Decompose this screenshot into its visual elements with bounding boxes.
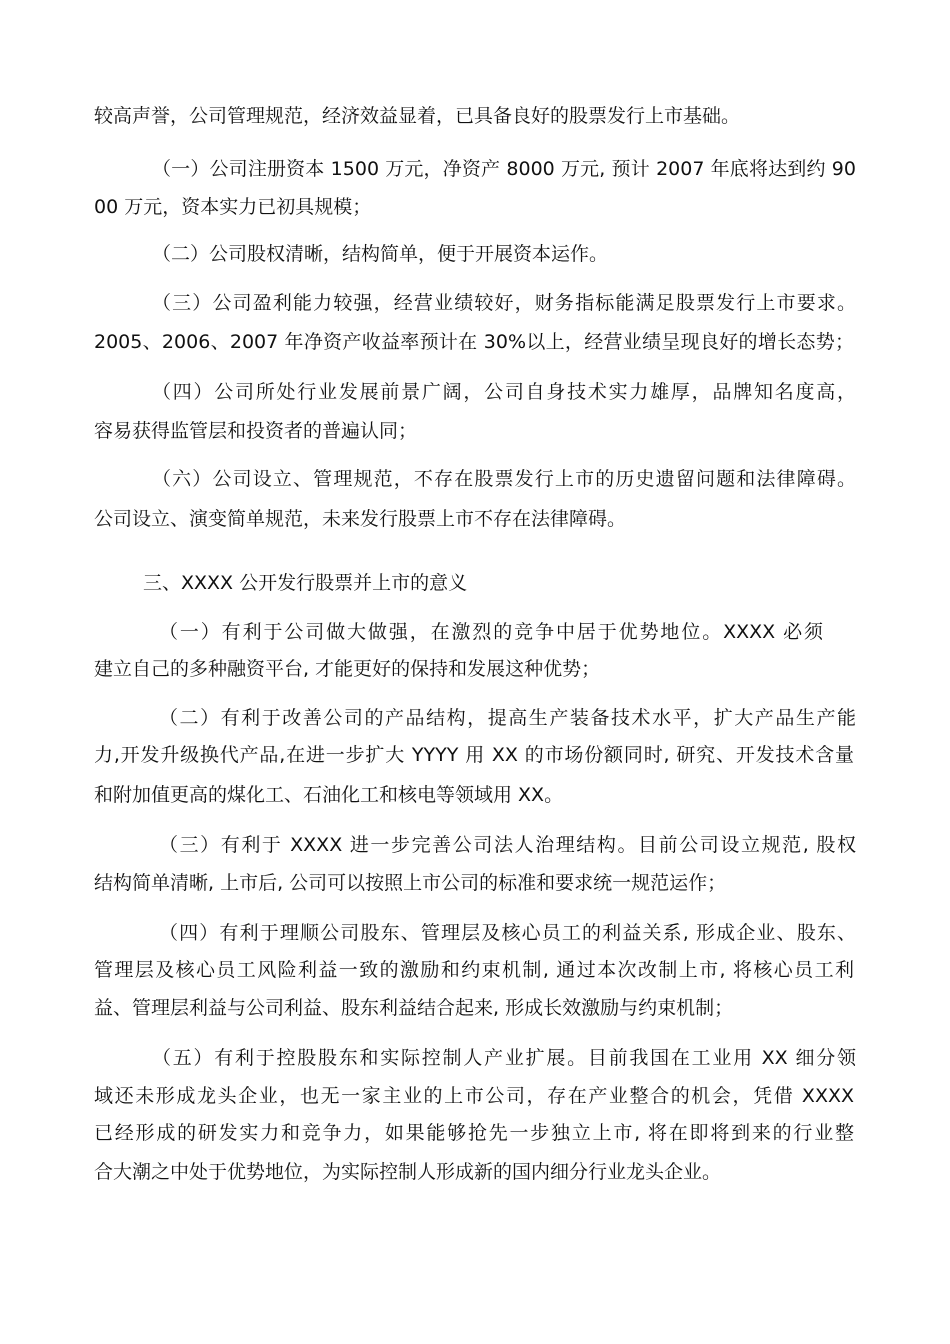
advantage-4-line-2: 容易获得监管层和投资者的普遍认同； — [94, 420, 418, 442]
significance-4-line-3: 益、管理层利益与公司利益、股东利益结合起来, 形成长效激励与约束机制； — [94, 997, 734, 1019]
significance-4-line-1: （四）有利于理顺公司股东、管理层及核心员工的利益关系, 形成企业、股东、 — [159, 922, 856, 944]
significance-5-line-3: 已经形成的研发实力和竞争力，如果能够抢先一步独立上市, 将在即将到来的行业整 — [94, 1122, 854, 1144]
advantage-1-line-2: 00 万元，资本实力已初具规模； — [94, 196, 372, 218]
significance-2-line-1: （二）有利于改善公司的产品结构，提高生产装备技术水平，扩大产品生产能 — [159, 707, 856, 729]
significance-3-line-2: 结构简单清晰, 上市后, 公司可以按照上市公司的标准和要求统一规范运作； — [94, 872, 727, 894]
section-heading: 三、XXXX 公开发行股票并上市的意义 — [143, 572, 468, 594]
significance-5-line-1: （五）有利于控股股东和实际控制人产业扩展。目前我国在工业用 XX 细分领 — [152, 1047, 856, 1069]
significance-1-line-1: （一）有利于公司做大做强，在激烈的竞争中居于优势地位。XXXX 必须 — [159, 621, 823, 643]
significance-5-line-4: 合大潮之中处于优势地位，为实际控制人形成新的国内细分行业龙头企业。 — [94, 1161, 722, 1183]
advantage-6-line-2: 公司设立、演变简单规范，未来发行股票上市不存在法律障碍。 — [94, 508, 627, 530]
advantage-3-line-2: 2005、2006、2007 年净资产收益率预计在 30%以上，经营业绩呈现良好的增长态势； — [94, 331, 854, 353]
advantage-2-line-1: （二）公司股权清晰，结构简单，便于开展资本运作。 — [152, 243, 609, 265]
significance-2-line-3: 和附加值更高的煤化工、石油化工和核电等领域用 XX。 — [94, 784, 564, 806]
advantage-1-line-1: （一）公司注册资本 1500 万元，净资产 8000 万元, 预计 2007 年底将达到约 90 — [152, 158, 856, 180]
significance-4-line-2: 管理层及核心员工风险利益一致的激励和约束机制, 通过本次改制上市, 将核心员工利 — [94, 959, 854, 981]
advantage-3-line-1: （三）公司盈利能力较强，经营业绩较好，财务指标能满足股票发行上市要求。 — [152, 292, 856, 314]
advantage-6-line-1: （六）公司设立、管理规范，不存在股票发行上市的历史遗留问题和法律障碍。 — [152, 468, 856, 490]
advantage-4-line-1: （四）公司所处行业发展前景广阔，公司自身技术实力雄厚，品牌知名度高， — [152, 381, 856, 403]
significance-2-line-2: 力,开发升级换代产品,在进一步扩大 YYYY 用 XX 的市场份额同时, 研究、开发技术含量 — [94, 744, 854, 766]
significance-1-line-2: 建立自己的多种融资平台, 才能更好的保持和发展这种优势； — [94, 658, 601, 680]
significance-5-line-2: 域还未形成龙头企业，也无一家主业的上市公司，存在产业整合的机会，凭借 XXXX — [94, 1085, 854, 1107]
significance-3-line-1: （三）有利于 XXXX 进一步完善公司法人治理结构。目前公司设立规范, 股权 — [159, 834, 856, 856]
intro-line: 较高声誉，公司管理规范，经济效益显着，已具备良好的股票发行上市基础。 — [94, 105, 741, 127]
